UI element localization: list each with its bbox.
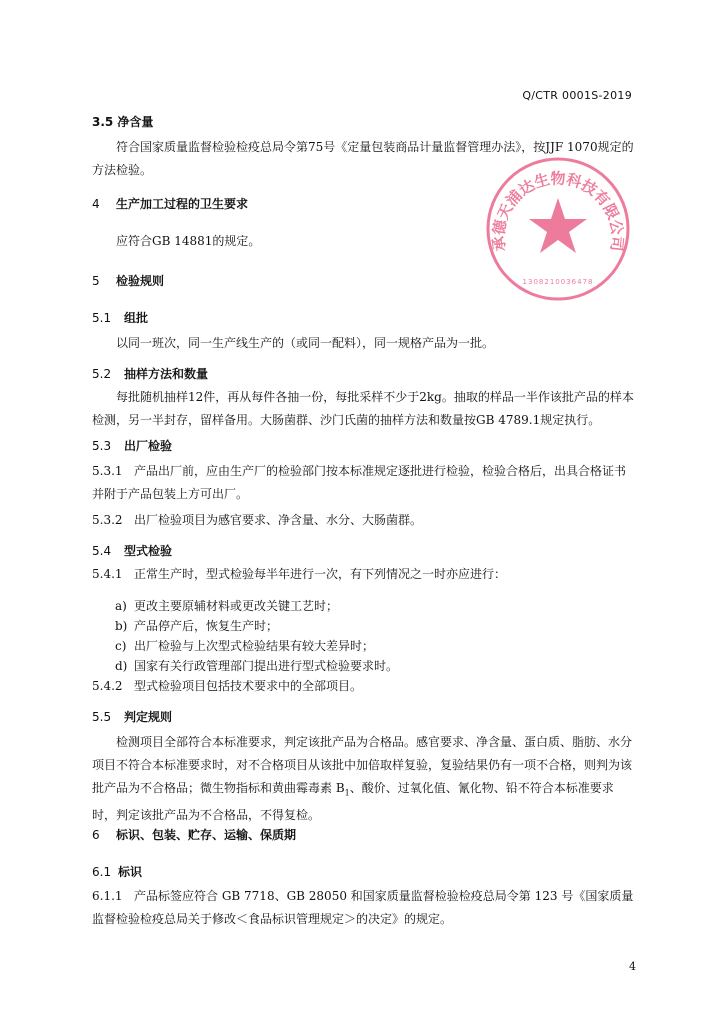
heading-3-5: 3.5 净含量 bbox=[92, 115, 154, 129]
para-3-5: 符合国家质量监督检验检疫总局令第75号《定量包装商品计量监督管理办法》，按JJF 1070规定的方法检验。 bbox=[92, 140, 634, 177]
para-4: 应符合GB 14881的规定。 bbox=[116, 234, 261, 248]
seal-text: 承德天浦达生物科技有限公司 bbox=[489, 169, 627, 253]
heading-title: 判定规则 bbox=[124, 710, 173, 724]
heading-num: 5.1 bbox=[92, 311, 112, 325]
heading-title: 标识、包装、贮存、运输、保质期 bbox=[116, 828, 297, 842]
list-label: a) bbox=[115, 599, 127, 613]
list-label: c) bbox=[115, 639, 127, 653]
subscript: 1 bbox=[344, 788, 350, 798]
heading-6-1 bbox=[92, 863, 142, 880]
clause-body: 产品出厂前，应由生产厂的检验部门按本标准规定逐批进行检验，检验合格后，出具合格证书并附于产品包装上方可出厂。 bbox=[92, 464, 627, 501]
heading-4 bbox=[92, 195, 248, 212]
list-item bbox=[115, 657, 398, 674]
page-number: 4 bbox=[629, 960, 636, 973]
heading-num: 4 bbox=[92, 197, 100, 211]
heading-num: 5 bbox=[92, 274, 100, 288]
heading-5-3 bbox=[92, 437, 172, 454]
heading-title: 抽样方法和数量 bbox=[124, 367, 209, 381]
clause-num: 5.3.2 bbox=[92, 513, 123, 527]
list-item bbox=[115, 597, 338, 614]
heading-title: 组批 bbox=[124, 311, 149, 325]
list-label: b) bbox=[115, 619, 128, 633]
list-text: 出厂检验与上次型式检验结果有较大差异时； bbox=[134, 639, 375, 653]
clause-num: 5.4.2 bbox=[92, 679, 123, 693]
heading-title: 标识 bbox=[118, 865, 143, 879]
company-seal-stamp bbox=[485, 156, 631, 302]
heading-5 bbox=[92, 272, 164, 289]
heading-title: 生产加工过程的卫生要求 bbox=[116, 197, 249, 211]
heading-6 bbox=[92, 826, 296, 843]
para-text: 、酸价、过氧化值、氰化物、铅不符合本标准要求时，判定该批产品为不合格品，不得复检。 bbox=[92, 781, 614, 823]
standard-code: Q/CTR 0001S-2019 bbox=[522, 89, 632, 102]
seal-code: 1308210036478 bbox=[522, 278, 594, 286]
heading-num: 5.5 bbox=[92, 710, 112, 724]
para-5-3-2 bbox=[92, 509, 637, 532]
list-label: d) bbox=[115, 659, 128, 673]
heading-title: 出厂检验 bbox=[124, 439, 173, 453]
heading-5-5 bbox=[92, 708, 172, 725]
para-5-4-1 bbox=[92, 563, 637, 586]
list-item bbox=[115, 637, 374, 654]
clause-num: 5.3.1 bbox=[92, 464, 123, 478]
star-icon bbox=[529, 198, 587, 253]
para-text: 检测项目全部符合本标准要求，判定该批产品为合格品。感官要求、净含量、蛋白质、脂肪、水分项目不符合本标准要求时，对不合格项目从该批中加倍取样复验，复验结果仍有一项不合格，则判为该批产品为不合格品；微生物指标和黄曲霉毒素 B bbox=[92, 735, 633, 795]
heading-num: 6 bbox=[92, 828, 100, 842]
heading-title: 检验规则 bbox=[116, 274, 165, 288]
heading-5-1 bbox=[92, 309, 148, 326]
clause-num: 6.1.1 bbox=[92, 889, 123, 903]
clause-num: 5.4.1 bbox=[92, 567, 123, 581]
para-5-5 bbox=[92, 731, 637, 827]
heading-num: 5.3 bbox=[92, 439, 112, 453]
list-text: 产品停产后，恢复生产时； bbox=[134, 619, 279, 633]
heading-num: 5.2 bbox=[92, 367, 112, 381]
list-item bbox=[115, 617, 278, 634]
clause-body: 正常生产时，型式检验每半年进行一次，有下列情况之一时亦应进行： bbox=[134, 567, 507, 581]
heading-num: 5.4 bbox=[92, 544, 112, 558]
heading-5-2 bbox=[92, 365, 208, 382]
para-5-4-2 bbox=[92, 675, 637, 698]
heading-num: 6.1 bbox=[92, 865, 112, 879]
list-text: 更改主要原辅材料或更改关键工艺时； bbox=[134, 599, 339, 613]
list-text: 国家有关行政管理部门提出进行型式检验要求时。 bbox=[134, 659, 399, 673]
para-6-1-1 bbox=[92, 885, 637, 931]
clause-body: 型式检验项目包括技术要求中的全部项目。 bbox=[134, 679, 363, 693]
para-5-1: 以同一班次，同一生产线生产的（或同一配料），同一规格产品为一批。 bbox=[116, 336, 495, 350]
para-5-3-1 bbox=[92, 460, 637, 506]
clause-body: 出厂检验项目为感官要求、净含量、水分、大肠菌群。 bbox=[134, 513, 423, 527]
para-5-2: 每批随机抽样12件，再从每件各抽一份，每批采样不少于2kg。抽取的样品一半作该批产品的样本检测，另一半封存，留样备用。大肠菌群、沙门氏菌的抽样方法和数量按GB 4789.1规定执行。 bbox=[92, 390, 634, 427]
clause-body: 产品标签应符合 GB 7718、GB 28050 和国家质量监督检验检疫总局令第 123 号《国家质量监督检验检疫总局关于修改＜食品标识管理规定＞的决定》的规定。 bbox=[92, 889, 634, 926]
heading-5-4 bbox=[92, 542, 172, 559]
heading-title: 型式检验 bbox=[124, 544, 173, 558]
